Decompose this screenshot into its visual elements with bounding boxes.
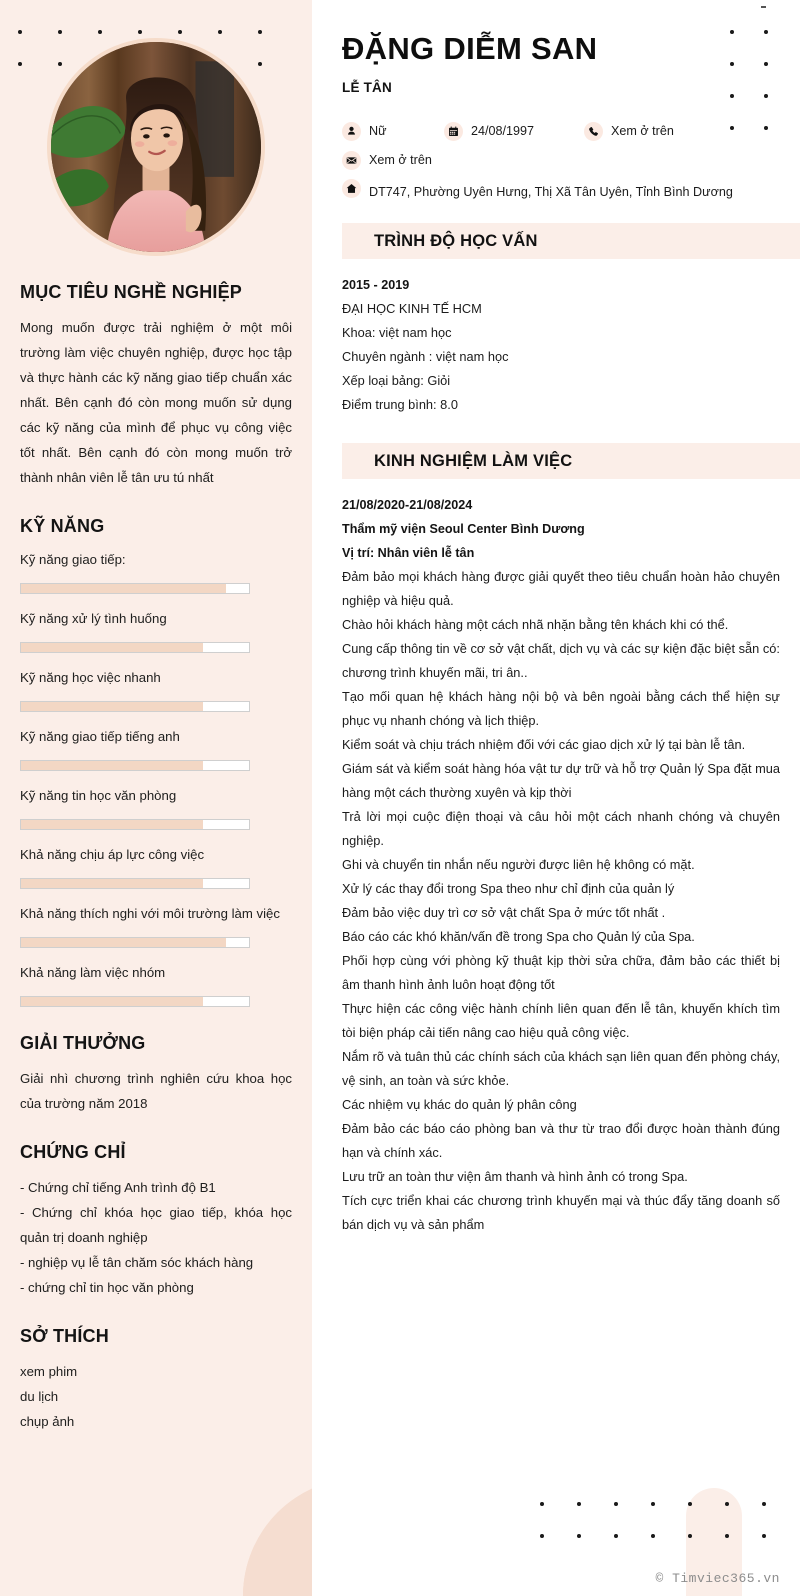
experience-company: Thẩm mỹ viện Seoul Center Bình Dương (342, 522, 585, 536)
phone-icon (584, 122, 603, 141)
experience-duty: Tích cực triển khai các chương trình khuyến mại và thúc đẩy tăng doanh số bán dịch vụ và sản phẩm (342, 1193, 780, 1232)
envelope-icon (342, 151, 361, 170)
contact-phone-value: Xem ở trên (611, 124, 674, 138)
skill-progress-bar (20, 819, 250, 830)
certificate-item: - chứng chỉ tin học văn phòng (20, 1280, 194, 1295)
skill-progress-fill (21, 938, 226, 947)
experience-duty: Chào hỏi khách hàng một cách nhã nhặn bằng tên khách khi có thể. (342, 617, 729, 632)
contact-email (342, 150, 432, 170)
education-section-header (342, 223, 800, 259)
experience-entry (342, 493, 780, 1237)
skill-label: Kỹ năng giao tiếp tiếng anh (20, 729, 180, 744)
skill-label: Kỹ năng tin học văn phòng (20, 788, 177, 803)
calendar-icon (444, 122, 463, 141)
skills-list (20, 549, 292, 1007)
experience-duty: Trả lời mọi cuộc điện thoại và câu hỏi một cách nhanh chóng và chuyên nghiệp. (342, 809, 780, 848)
contact-dob-value: 24/08/1997 (471, 124, 535, 138)
skill-progress-fill (21, 643, 203, 652)
skill-progress-fill (21, 584, 226, 593)
contact-block (342, 121, 780, 205)
skill-progress-bar (20, 642, 250, 653)
skill-label: Kỹ năng giao tiếp: (20, 552, 126, 567)
skill-progress-bar (20, 996, 250, 1007)
experience-duty: Các nhiệm vụ khác do quản lý phân công (342, 1097, 577, 1112)
home-icon (342, 179, 361, 198)
certificate-item: - Chứng chỉ tiếng Anh trình độ B1 (20, 1180, 216, 1195)
watermark: © Timviec365.vn (655, 1571, 780, 1586)
awards-heading: GIẢI THƯỞNG (20, 1033, 146, 1053)
objective-heading: MỤC TIÊU NGHỀ NGHIỆP (20, 282, 243, 302)
skill-progress-fill (21, 702, 203, 711)
experience-duty: Cung cấp thông tin về cơ sở vật chất, dịch vụ và các sự kiện đặc biệt sẵn có: chương trình khuyến mãi, tri ân.. (342, 641, 780, 680)
skill-item (20, 608, 292, 653)
skills-heading: KỸ NĂNG (20, 516, 105, 536)
corner-circle-overlay (0, 1436, 312, 1596)
hobby-item: du lịch (20, 1389, 59, 1404)
skill-item (20, 844, 292, 889)
contact-row-primary (342, 121, 780, 141)
certificate-item: - nghiệp vụ lễ tân chăm sóc khách hàng (20, 1255, 254, 1270)
skill-item (20, 962, 292, 1007)
experience-duty: Ghi và chuyển tin nhắn nếu người được liên hệ không có mặt. (342, 857, 695, 872)
education-major: Chuyên ngành : việt nam học (342, 349, 509, 364)
education-period: 2015 - 2019 (342, 278, 410, 292)
experience-period: 21/08/2020-21/08/2024 (342, 498, 473, 512)
certificates-heading: CHỨNG CHỈ (20, 1142, 126, 1162)
experience-duty: Đảm bảo việc duy trì cơ sở vật chất Spa ở mức tốt nhất . (342, 905, 666, 920)
skill-label: Kỹ năng xử lý tình huống (20, 611, 167, 626)
experience-duty: Nắm rõ và tuân thủ các chính sách của khách sạn liên quan đến phòng cháy, vệ sinh, an toàn và sức khỏe. (342, 1049, 780, 1088)
page-title: ĐẶNG DIỄM SAN (342, 31, 598, 66)
education-gpa: Điểm trung bình: 8.0 (342, 397, 458, 412)
education-faculty: Khoa: việt nam học (342, 325, 452, 340)
avatar-photo (51, 42, 261, 252)
hobbies-heading: SỞ THÍCH (20, 1326, 109, 1346)
skill-item (20, 903, 292, 948)
skill-item (20, 667, 292, 712)
skill-progress-bar (20, 937, 250, 948)
certificate-item: - Chứng chỉ khóa học giao tiếp, khóa học quản trị doanh nghiệp (20, 1205, 292, 1245)
skill-progress-fill (21, 761, 203, 770)
experience-duty: Đảm bảo các báo cáo phòng ban và thư từ trao đổi được hoàn thành đúng hạn và chính xác. (342, 1121, 780, 1160)
person-icon (342, 122, 361, 141)
contact-dob (444, 121, 574, 141)
avatar (47, 38, 265, 256)
education-classification: Xếp loại bảng: Giỏi (342, 373, 451, 388)
skill-progress-fill (21, 820, 203, 829)
skill-label: Kỹ năng học việc nhanh (20, 670, 161, 685)
education-heading: TRÌNH ĐỘ HỌC VẤN (374, 231, 538, 250)
contact-gender (342, 121, 434, 141)
education-school: ĐẠI HỌC KINH TẾ HCM (342, 301, 482, 316)
certificates-list (20, 1175, 292, 1300)
hobby-item: chụp ảnh (20, 1414, 75, 1429)
skill-progress-bar (20, 701, 250, 712)
experience-duty: Tạo mối quan hệ khách hàng nội bộ và bên ngoài bằng cách thể hiện sự phục vụ nhanh chóng và lịch thiệp. (342, 689, 780, 728)
contact-phone (584, 121, 674, 141)
contact-row-address (342, 179, 780, 205)
tick-decor (761, 6, 766, 8)
skill-progress-fill (21, 997, 203, 1006)
awards-text: Giải nhì chương trình nghiên cứu khoa học của trường năm 2018 (20, 1071, 292, 1111)
experience-duty: Kiểm soát và chịu trách nhiệm đối với các giao dịch xử lý tại bàn lễ tân. (342, 737, 746, 752)
experience-duty: Báo cáo các khó khăn/vấn đề trong Spa cho Quản lý của Spa. (342, 929, 695, 944)
experience-duty: Đảm bảo mọi khách hàng được giải quyết theo tiêu chuẩn hoàn hảo chuyên nghiệp và hiệu quả. (342, 569, 780, 608)
skill-label: Khả năng thích nghi với môi trường làm việc (20, 906, 280, 921)
experience-duty: Xử lý các thay đổi trong Spa theo như chỉ định của quản lý (342, 881, 675, 896)
objective-text: Mong muốn được trải nghiệm ở một môi trường làm việc chuyên nghiệp, được học tập và thực hành các kỹ năng giao tiếp chuẩn xác nhất. Bên cạnh đó còn mong muốn sử dụng các kỹ năng của mình để phục vụ công việc tốt nhất. Bên cạnh đó còn mong muốn trở thành nhân viên lễ tân ưu tú nhất (20, 320, 292, 485)
skill-label: Khả năng làm việc nhóm (20, 965, 166, 980)
experience-position: Vị trí: Nhân viên lễ tân (342, 546, 475, 560)
experience-duties-list (342, 565, 780, 1237)
skill-progress-bar (20, 760, 250, 771)
hobbies-list (20, 1359, 292, 1434)
skill-progress-bar (20, 878, 250, 889)
main-column (312, 0, 800, 1596)
experience-duty: Phối hợp cùng với phòng kỹ thuật kịp thời sửa chữa, đảm bảo các thiết bị âm thanh hình ảnh luôn hoạt động tốt (342, 953, 780, 992)
sidebar (0, 0, 312, 1596)
contact-email-value: Xem ở trên (369, 153, 432, 167)
experience-duty: Lưu trữ an toàn thư viện âm thanh và hình ảnh có trong Spa. (342, 1169, 688, 1184)
experience-duty: Thực hiện các công việc hành chính liên quan đến lễ tân, khuyến khích tìm tòi biện pháp cải tiến nâng cao hiệu quả công việc. (342, 1001, 780, 1040)
skill-label: Khả năng chịu áp lực công việc (20, 847, 205, 862)
skill-item (20, 785, 292, 830)
contact-address-value: DT747, Phường Uyên Hưng, Thị Xã Tân Uyên, Tỉnh Bình Dương (369, 185, 733, 199)
contact-gender-value: Nữ (369, 124, 387, 138)
skill-progress-fill (21, 879, 203, 888)
skill-progress-bar (20, 583, 250, 594)
experience-heading: KINH NGHIỆM LÀM VIỆC (374, 451, 573, 470)
skill-item (20, 549, 292, 594)
education-entry (342, 273, 780, 417)
experience-duty: Giám sát và kiểm soát hàng hóa vật tư dự trữ và hỗ trợ Quản lý Spa đặt mua hàng một cách thường xuyên và kịp thời (342, 761, 780, 800)
hobby-item: xem phim (20, 1364, 78, 1379)
experience-section-header (342, 443, 800, 479)
skill-item (20, 726, 292, 771)
job-title: LỄ TÂN (342, 80, 392, 95)
contact-row-email (342, 150, 780, 170)
